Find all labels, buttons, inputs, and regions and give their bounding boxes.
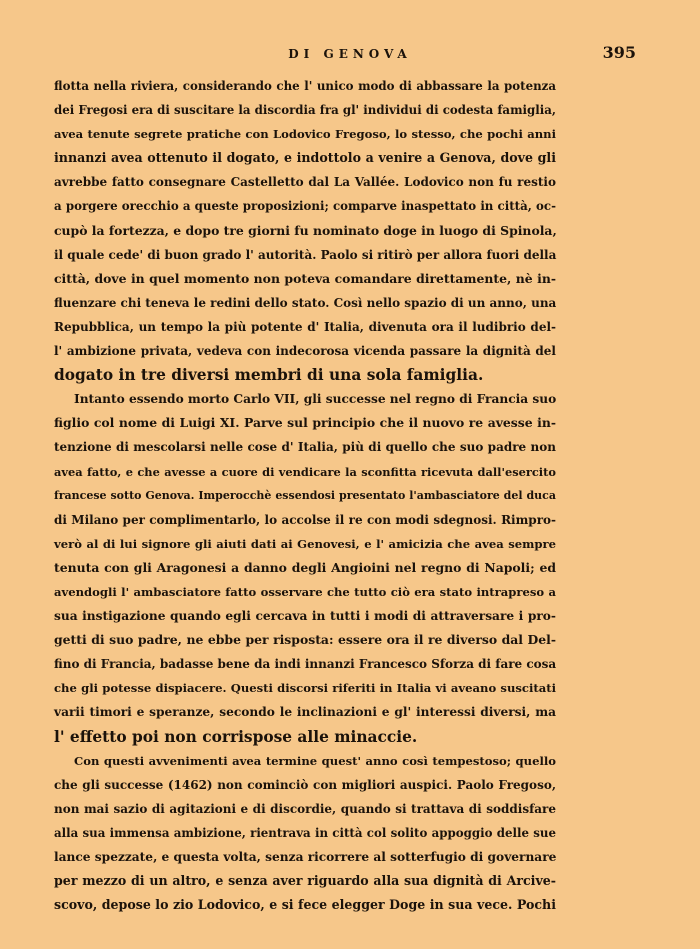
body-text [54, 74, 556, 917]
text-line: francese sotto Genova. Imperocchè essendosi presentato l'ambasciatore del duca [54, 488, 556, 502]
text-line: fluenzare chi teneva le redini dello stato. Così nello spazio di un anno, una [54, 295, 557, 310]
text-line: l' ambizione privata, vedeva con indecorosa vicenda passare la dignità del [54, 344, 556, 359]
text-line: città, dove in quel momento non poteva comandare direttamente, nè in- [54, 270, 556, 286]
text-line: l' effetto poi non corrispose alle minaccie. [54, 727, 418, 746]
running-head [60, 43, 640, 65]
text-line: verò al di lui signore gli aiuti dati ai Genovesi, e l' amicizia che avea sempre [54, 536, 556, 551]
text-line: il quale cede' di buon grado l' autorità. Paolo si ritirò per allora fuori della [54, 247, 557, 262]
text-line: cupò la fortezza, e dopo tre giorni fu nominato doge in luogo di Spinola, [54, 222, 557, 238]
text-line: di Milano per complimentarlo, lo accolse il re con modi sdegnosi. Rimpro- [54, 512, 556, 527]
text-line: dei Fregosi era di suscitare la discordia fra gl' individui di codesta famiglia, [54, 103, 556, 118]
text-line: Con questi avvenimenti avea termine quest' anno così tempestoso; quello [74, 753, 556, 768]
text-line: figlio col nome di Luigi XI. Parve sul principio che il nuovo re avesse in- [54, 415, 556, 431]
text-line: lance spezzate, e questa volta, senza ricorrere al sotterfugio di governare [54, 850, 557, 864]
text-line: sua instigazione quando egli cercava in tutti i modi di attraversare i pro- [54, 609, 556, 624]
text-line: avrebbe fatto consegnare Castelletto dal La Vallée. Lodovico non fu restio [54, 175, 556, 190]
text-line: Repubblica, un tempo la più potente d' Italia, divenuta ora il ludibrio del- [54, 319, 556, 334]
text-line: alla sua immensa ambizione, rientrava in città col solito appoggio delle sue [54, 825, 556, 840]
text-line: per mezzo di un altro, e senza aver riguardo alla sua dignità di Arcive- [54, 873, 556, 889]
text-line: innanzi avea ottenuto il dogato, e indottolo a venire a Genova, dove gli [54, 150, 556, 166]
text-line: avea tenute segrete pratiche con Lodovico Fregoso, lo stesso, che pochi anni [54, 127, 556, 142]
text-line: che gli successe (1462) non cominciò con migliori auspici. Paolo Fregoso, [54, 777, 556, 792]
text-line: che gli potesse dispiacere. Questi discorsi riferiti in Italia vi aveano suscitati [54, 681, 556, 696]
text-line: getti di suo padre, ne ebbe per risposta: essere ora il re diverso dal Del- [54, 632, 556, 648]
text-line: non mai sazio di agitazioni e di discordie, quando si trattava di soddisfare [54, 801, 556, 816]
text-line: flotta nella riviera, considerando che l' unico modo di abbassare la potenza [54, 79, 556, 93]
running-title: DI GENOVA [288, 47, 412, 61]
text-line: avendogli l' ambasciatore fatto osservare che tutto ciò era stato intrapreso a [54, 584, 556, 599]
text-line: scovo, depose lo zio Lodovico, e si fece elegger Doge in sua vece. Pochi [54, 897, 556, 913]
text-line: avea fatto, e che avesse a cuore di vendicare la sconfitta ricevuta dall'esercito [54, 464, 556, 479]
text-line: Intanto essendo morto Carlo VII, gli successe nel regno di Francia suo [74, 392, 557, 407]
page-number: 395 [602, 43, 636, 62]
text-line: tenuta con gli Aragonesi a danno degli Angioini nel regno di Napoli; ed [54, 559, 556, 575]
text-line: varii timori e speranze, secondo le inclinazioni e gl' interessi diversi, ma [54, 705, 556, 720]
text-line: tenzione di mescolarsi nelle cose d' Italia, più di quello che suo padre non [54, 440, 556, 455]
text-line: a porgere orecchio a queste proposizioni; comparve inaspettato in città, oc- [54, 199, 556, 214]
text-line: dogato in tre diversi membri di una sola famiglia. [54, 366, 484, 385]
text-line: fino di Francia, badasse bene da indi innanzi Francesco Sforza di fare cosa [54, 657, 557, 672]
